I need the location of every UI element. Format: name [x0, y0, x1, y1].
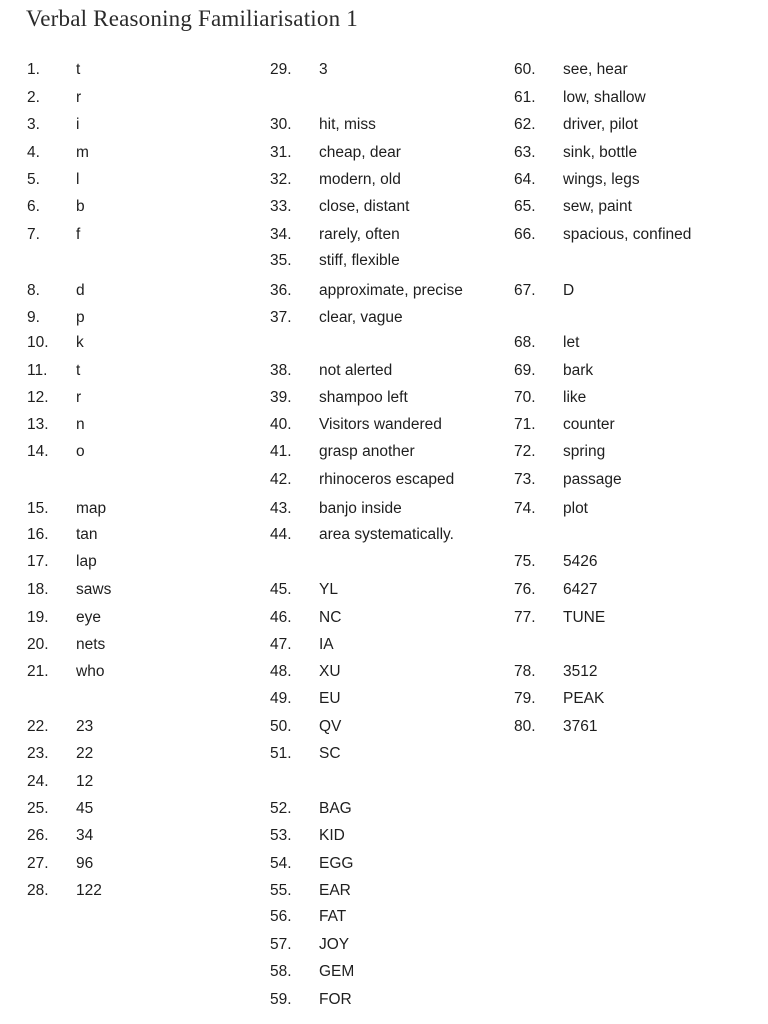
- answer-row: [270, 688, 510, 710]
- question-number: 30.: [270, 116, 292, 133]
- answer-text: grasp another: [319, 443, 415, 460]
- question-number: 53.: [270, 827, 292, 844]
- answer-row: [514, 387, 754, 409]
- answer-text: KID: [319, 827, 345, 844]
- answer-row: [27, 825, 267, 847]
- answer-text: 3761: [563, 718, 598, 735]
- question-number: 24.: [27, 773, 49, 790]
- answer-text: r: [76, 89, 82, 106]
- answer-text: banjo inside: [319, 500, 402, 517]
- answer-row: [270, 607, 510, 629]
- question-number: 35.: [270, 252, 292, 269]
- answer-row: [270, 524, 510, 546]
- answer-row: [27, 414, 267, 436]
- answer-row: [270, 360, 510, 382]
- question-number: 26.: [27, 827, 49, 844]
- question-number: 79.: [514, 690, 536, 707]
- answer-text: tan: [76, 526, 98, 543]
- answer-row: [270, 498, 510, 520]
- answer-text: i: [76, 116, 80, 133]
- question-number: 50.: [270, 718, 292, 735]
- question-number: 32.: [270, 171, 292, 188]
- answer-text: TUNE: [563, 609, 606, 626]
- question-number: 49.: [270, 690, 292, 707]
- question-number: 76.: [514, 581, 536, 598]
- answer-text: Visitors wandered: [319, 416, 442, 433]
- question-number: 74.: [514, 500, 536, 517]
- answer-row: [27, 169, 267, 191]
- answer-text: t: [76, 61, 81, 78]
- answer-row: [514, 169, 754, 191]
- answer-text: 45: [76, 800, 94, 817]
- answer-text: SC: [319, 745, 341, 762]
- question-number: 52.: [270, 800, 292, 817]
- answer-row: [27, 716, 267, 738]
- answer-row: [27, 798, 267, 820]
- question-number: 5.: [27, 171, 40, 188]
- answer-row: [270, 196, 510, 218]
- answer-row: [27, 661, 267, 683]
- answer-text: 122: [76, 882, 102, 899]
- answer-text: n: [76, 416, 85, 433]
- answer-text: JOY: [319, 936, 350, 953]
- question-number: 22.: [27, 718, 49, 735]
- answer-text: rhinoceros escaped: [319, 471, 455, 488]
- question-number: 40.: [270, 416, 292, 433]
- question-number: 51.: [270, 745, 292, 762]
- question-number: 7.: [27, 226, 40, 243]
- answer-row: [270, 906, 510, 928]
- question-number: 13.: [27, 416, 49, 433]
- answer-row: [27, 498, 267, 520]
- question-number: 44.: [270, 526, 292, 543]
- question-number: 34.: [270, 226, 292, 243]
- question-number: 48.: [270, 663, 292, 680]
- answer-text: PEAK: [563, 690, 605, 707]
- answer-row: [270, 469, 510, 491]
- answer-text: rarely, often: [319, 226, 400, 243]
- answer-row: [27, 59, 267, 81]
- answer-row: [270, 142, 510, 164]
- question-number: 64.: [514, 171, 536, 188]
- answer-text: EU: [319, 690, 341, 707]
- answer-text: modern, old: [319, 171, 401, 188]
- question-number: 2.: [27, 89, 40, 106]
- answer-text: driver, pilot: [563, 116, 638, 133]
- answer-row: [514, 551, 754, 573]
- answer-text: wings, legs: [563, 171, 640, 188]
- answer-row: [270, 114, 510, 136]
- answer-text: p: [76, 309, 85, 326]
- answer-row: [270, 579, 510, 601]
- question-number: 80.: [514, 718, 536, 735]
- answer-row: [27, 114, 267, 136]
- question-number: 60.: [514, 61, 536, 78]
- answer-row: [514, 224, 754, 246]
- answer-text: FOR: [319, 991, 352, 1008]
- answer-text: NC: [319, 609, 342, 626]
- question-number: 28.: [27, 882, 49, 899]
- answer-text: EAR: [319, 882, 351, 899]
- answer-text: bark: [563, 362, 594, 379]
- answer-text: FAT: [319, 908, 347, 925]
- answer-row: [514, 441, 754, 463]
- answer-row: [27, 634, 267, 656]
- question-number: 18.: [27, 581, 49, 598]
- question-number: 66.: [514, 226, 536, 243]
- answer-row: [514, 469, 754, 491]
- answer-row: [27, 880, 267, 902]
- answer-text: who: [76, 663, 105, 680]
- answer-row: [514, 579, 754, 601]
- question-number: 47.: [270, 636, 292, 653]
- answer-row: [27, 280, 267, 302]
- question-number: 21.: [27, 663, 49, 680]
- answer-row: [270, 634, 510, 656]
- answer-row: [270, 280, 510, 302]
- answer-text: GEM: [319, 963, 355, 980]
- answer-text: 96: [76, 855, 94, 872]
- page-title: Verbal Reasoning Familiarisation 1: [26, 6, 358, 31]
- answer-row: [270, 989, 510, 1011]
- answer-row: [27, 579, 267, 601]
- answer-text: shampoo left: [319, 389, 408, 406]
- question-number: 27.: [27, 855, 49, 872]
- answer-row: [270, 825, 510, 847]
- question-number: 37.: [270, 309, 292, 326]
- answer-text: passage: [563, 471, 622, 488]
- question-number: 20.: [27, 636, 49, 653]
- question-number: 41.: [270, 443, 292, 460]
- question-number: 42.: [270, 471, 292, 488]
- question-number: 69.: [514, 362, 536, 379]
- question-number: 11.: [27, 362, 48, 379]
- answer-row: [270, 59, 510, 81]
- answer-text: QV: [319, 718, 342, 735]
- answer-text: D: [563, 282, 575, 299]
- answer-text: 6427: [563, 581, 598, 598]
- question-number: 46.: [270, 609, 292, 626]
- question-number: 61.: [514, 89, 536, 106]
- answer-row: [270, 224, 510, 246]
- answer-row: [27, 360, 267, 382]
- question-number: 65.: [514, 198, 536, 215]
- question-number: 8.: [27, 282, 40, 299]
- answer-text: low, shallow: [563, 89, 646, 106]
- answer-row: [27, 142, 267, 164]
- answer-row: [514, 414, 754, 436]
- answer-text: nets: [76, 636, 106, 653]
- answer-text: 22: [76, 745, 94, 762]
- question-number: 77.: [514, 609, 536, 626]
- answer-text: 34: [76, 827, 94, 844]
- answer-text: o: [76, 443, 85, 460]
- question-number: 54.: [270, 855, 292, 872]
- answer-row: [514, 87, 754, 109]
- question-number: 6.: [27, 198, 40, 215]
- answer-text: t: [76, 362, 81, 379]
- answer-text: close, distant: [319, 198, 410, 215]
- answer-row: [270, 743, 510, 765]
- answer-row: [27, 387, 267, 409]
- answer-row: [270, 853, 510, 875]
- answer-text: like: [563, 389, 587, 406]
- question-number: 68.: [514, 334, 536, 351]
- question-number: 62.: [514, 116, 536, 133]
- answer-text: sink, bottle: [563, 144, 638, 161]
- answer-text: saws: [76, 581, 112, 598]
- answer-row: [27, 87, 267, 109]
- question-number: 15.: [27, 500, 49, 517]
- question-number: 70.: [514, 389, 536, 406]
- question-number: 17.: [27, 553, 49, 570]
- answer-row: [27, 224, 267, 246]
- question-number: 39.: [270, 389, 292, 406]
- answer-text: clear, vague: [319, 309, 403, 326]
- answer-text: d: [76, 282, 85, 299]
- question-number: 78.: [514, 663, 536, 680]
- answer-row: [514, 661, 754, 683]
- answer-text: let: [563, 334, 580, 351]
- answer-text: BAG: [319, 800, 352, 817]
- question-number: 16.: [27, 526, 49, 543]
- answer-text: IA: [319, 636, 334, 653]
- answer-text: EGG: [319, 855, 354, 872]
- answer-row: [514, 688, 754, 710]
- answer-text: eye: [76, 609, 101, 626]
- question-number: 57.: [270, 936, 292, 953]
- answer-row: [27, 441, 267, 463]
- question-number: 43.: [270, 500, 292, 517]
- answer-text: sew, paint: [563, 198, 632, 215]
- question-number: 38.: [270, 362, 292, 379]
- question-number: 3.: [27, 116, 40, 133]
- question-number: 73.: [514, 471, 536, 488]
- question-number: 29.: [270, 61, 292, 78]
- answer-row: [27, 853, 267, 875]
- answer-row: [514, 280, 754, 302]
- answer-text: 23: [76, 718, 94, 735]
- answer-text: lap: [76, 553, 97, 570]
- answer-row: [27, 743, 267, 765]
- answer-row: [270, 387, 510, 409]
- answer-row: [270, 961, 510, 983]
- answer-text: YL: [319, 581, 338, 598]
- answer-row: [270, 716, 510, 738]
- question-number: 58.: [270, 963, 292, 980]
- question-number: 25.: [27, 800, 49, 817]
- answer-row: [270, 441, 510, 463]
- question-number: 59.: [270, 991, 292, 1008]
- answer-row: [514, 332, 754, 354]
- question-number: 10.: [27, 334, 49, 351]
- question-number: 75.: [514, 553, 536, 570]
- question-number: 71.: [514, 416, 536, 433]
- answer-text: stiff, flexible: [319, 252, 400, 269]
- answer-text: f: [76, 226, 81, 243]
- question-number: 33.: [270, 198, 292, 215]
- answer-text: spring: [563, 443, 606, 460]
- answer-row: [27, 524, 267, 546]
- answer-text: counter: [563, 416, 615, 433]
- answer-text: l: [76, 171, 80, 188]
- answer-row: [270, 307, 510, 329]
- question-number: 14.: [27, 443, 49, 460]
- answer-row: [514, 607, 754, 629]
- answer-text: hit, miss: [319, 116, 376, 133]
- answer-text: 3512: [563, 663, 598, 680]
- answer-text: not alerted: [319, 362, 393, 379]
- answer-text: 12: [76, 773, 94, 790]
- question-number: 23.: [27, 745, 49, 762]
- answer-row: [270, 934, 510, 956]
- answer-text: r: [76, 389, 82, 406]
- answer-text: b: [76, 198, 85, 215]
- question-number: 72.: [514, 443, 536, 460]
- answer-text: see, hear: [563, 61, 628, 78]
- answer-text: 5426: [563, 553, 598, 570]
- answer-row: [514, 142, 754, 164]
- question-number: 4.: [27, 144, 40, 161]
- answer-row: [27, 607, 267, 629]
- answer-row: [270, 169, 510, 191]
- question-number: 36.: [270, 282, 292, 299]
- answer-text: spacious, confined: [563, 226, 692, 243]
- answer-text: m: [76, 144, 89, 161]
- answer-text: approximate, precise: [319, 282, 463, 299]
- answer-text: k: [76, 334, 84, 351]
- question-number: 67.: [514, 282, 536, 299]
- question-number: 9.: [27, 309, 40, 326]
- answer-row: [27, 551, 267, 573]
- answer-text: plot: [563, 500, 588, 517]
- question-number: 55.: [270, 882, 292, 899]
- answer-row: [270, 661, 510, 683]
- answer-row: [27, 307, 267, 329]
- answer-row: [270, 414, 510, 436]
- answer-row: [27, 771, 267, 793]
- question-number: 45.: [270, 581, 292, 598]
- answer-row: [514, 716, 754, 738]
- answer-text: map: [76, 500, 107, 517]
- answer-text: XU: [319, 663, 341, 680]
- answer-text: 3: [319, 61, 328, 78]
- question-number: 63.: [514, 144, 536, 161]
- answer-row: [514, 360, 754, 382]
- answer-row: [514, 114, 754, 136]
- answer-text: area systematically.: [319, 526, 454, 543]
- answer-row: [514, 196, 754, 218]
- question-number: 31.: [270, 144, 292, 161]
- answer-row: [27, 196, 267, 218]
- question-number: 1.: [27, 61, 40, 78]
- answer-row: [27, 332, 267, 354]
- question-number: 19.: [27, 609, 49, 626]
- answer-row: [514, 498, 754, 520]
- answer-text: cheap, dear: [319, 144, 401, 161]
- answer-row: [270, 250, 510, 272]
- question-number: 12.: [27, 389, 49, 406]
- answer-row: [514, 59, 754, 81]
- question-number: 56.: [270, 908, 292, 925]
- answer-row: [270, 798, 510, 820]
- answer-row: [270, 880, 510, 902]
